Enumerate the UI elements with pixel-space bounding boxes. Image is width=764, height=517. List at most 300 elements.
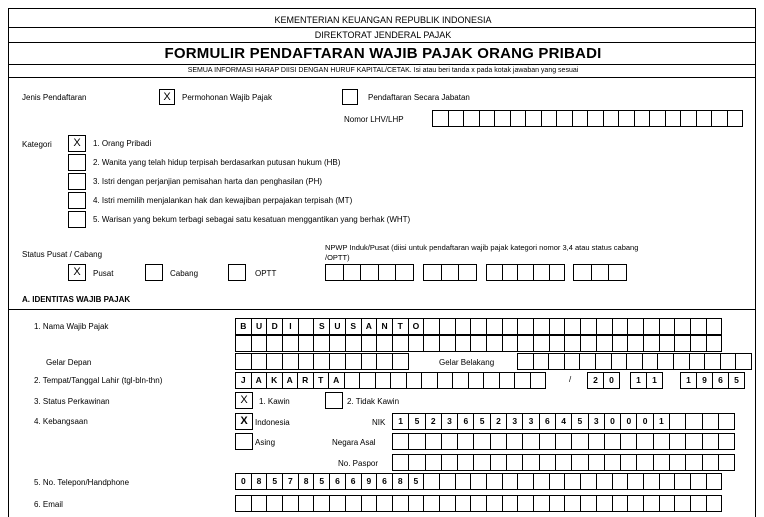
optt-label: OPTT — [255, 269, 277, 278]
char-cell: S — [345, 318, 362, 335]
char-cell — [395, 264, 414, 281]
char-cell — [580, 335, 597, 352]
char-cell — [674, 335, 691, 352]
char-cell — [564, 495, 581, 512]
char-cell — [483, 372, 500, 389]
char-cell: B — [235, 318, 252, 335]
char-cell — [313, 495, 330, 512]
indonesia-checkbox[interactable]: X — [235, 413, 253, 430]
char-cell — [653, 433, 670, 450]
char-cell — [659, 473, 676, 490]
status-pusat-label: Status Pusat / Cabang — [22, 250, 103, 259]
tanggal-input[interactable] — [587, 372, 619, 389]
char-cell — [376, 495, 393, 512]
char-cell — [643, 495, 660, 512]
char-cell — [490, 454, 507, 471]
char-cell — [425, 433, 442, 450]
char-cell — [588, 433, 605, 450]
char-cell — [643, 335, 660, 352]
char-cell — [669, 433, 686, 450]
char-cell — [517, 353, 534, 370]
char-cell: 1 — [392, 413, 409, 430]
char-cell — [490, 433, 507, 450]
pusat-label: Pusat — [93, 269, 114, 278]
nik-input[interactable] — [392, 413, 734, 430]
char-cell — [564, 335, 581, 352]
divider — [9, 42, 755, 43]
char-cell — [580, 318, 597, 335]
char-cell — [689, 353, 706, 370]
char-cell — [376, 353, 393, 370]
char-cell — [674, 473, 691, 490]
char-cell — [555, 433, 572, 450]
gelar-depan-input[interactable] — [235, 353, 408, 370]
char-cell: K — [266, 372, 283, 389]
char-cell — [423, 318, 440, 335]
char-cell: A — [251, 372, 268, 389]
char-cell: 9 — [696, 372, 713, 389]
form-frame — [8, 8, 756, 517]
char-cell: 1 — [630, 372, 647, 389]
form-instruction: SEMUA INFORMASI HARAP DIISI DENGAN HURUF KAPITAL/CETAK. Isi atau beri tanda x pada kotak jawaban yang sesuai — [187, 67, 579, 74]
char-cell — [329, 335, 346, 352]
char-cell — [571, 454, 588, 471]
char-cell — [549, 495, 566, 512]
kategori-option-1: 1. Orang Pribadi — [93, 139, 152, 148]
char-cell — [486, 473, 503, 490]
char-cell — [458, 264, 477, 281]
char-cell — [470, 473, 487, 490]
char-cell: 5 — [571, 413, 588, 430]
char-cell — [564, 318, 581, 335]
char-cell — [344, 372, 361, 389]
char-cell — [452, 372, 469, 389]
char-cell — [727, 110, 744, 127]
char-cell — [612, 318, 629, 335]
char-cell — [669, 454, 686, 471]
jabatan-checkbox[interactable] — [342, 89, 358, 105]
char-cell — [530, 372, 547, 389]
char-cell — [441, 454, 458, 471]
char-cell — [517, 473, 534, 490]
char-cell — [463, 110, 480, 127]
char-cell — [282, 353, 299, 370]
cabang-checkbox[interactable] — [145, 264, 163, 281]
char-cell — [486, 495, 503, 512]
char-cell — [390, 372, 407, 389]
char-cell: 9 — [361, 473, 378, 490]
char-cell — [549, 473, 566, 490]
char-cell: J — [235, 372, 252, 389]
char-cell — [392, 454, 409, 471]
char-cell: 3 — [522, 413, 539, 430]
permohonan-label: Permohonan Wajib Pajak — [182, 93, 272, 102]
char-cell — [345, 335, 362, 352]
char-cell — [392, 433, 409, 450]
form-title: FORMULIR PENDAFTARAN WAJIB PAJAK ORANG PRIBADI — [164, 45, 602, 62]
char-cell — [423, 335, 440, 352]
char-cell — [441, 264, 460, 281]
char-cell — [596, 473, 613, 490]
char-cell — [432, 110, 449, 127]
char-cell — [718, 454, 735, 471]
char-cell: 2 — [587, 372, 604, 389]
kategori-checkbox-2[interactable] — [68, 154, 86, 171]
char-cell — [680, 110, 697, 127]
char-cell — [298, 335, 315, 352]
optt-checkbox[interactable] — [228, 264, 246, 281]
char-cell — [486, 318, 503, 335]
char-cell — [408, 335, 425, 352]
kategori-checkbox-1[interactable]: X — [68, 135, 86, 152]
npwp-segment-4[interactable] — [573, 264, 626, 281]
char-cell — [548, 353, 565, 370]
char-cell — [690, 318, 707, 335]
char-cell — [718, 433, 735, 450]
char-cell — [506, 433, 523, 450]
char-cell — [549, 318, 566, 335]
char-cell: 3 — [588, 413, 605, 430]
char-cell — [423, 473, 440, 490]
char-cell — [706, 473, 723, 490]
char-cell — [604, 433, 621, 450]
ministry-heading: KEMENTERIAN KEUANGAN REPUBLIK INDONESIA — [274, 15, 492, 25]
no-paspor-input[interactable] — [392, 454, 734, 471]
char-cell — [620, 433, 637, 450]
npwp-segment-3[interactable] — [486, 264, 564, 281]
pusat-checkbox[interactable]: X — [68, 264, 86, 281]
char-cell — [541, 110, 558, 127]
status-perkawinan-label: 3. Status Perkawinan — [34, 397, 110, 406]
char-cell: 0 — [636, 413, 653, 430]
char-cell — [343, 264, 362, 281]
no-paspor-label: No. Paspor — [338, 459, 379, 468]
char-cell — [251, 335, 268, 352]
char-cell — [502, 264, 519, 281]
char-cell — [479, 110, 496, 127]
char-cell — [685, 413, 702, 430]
char-cell: A — [361, 318, 378, 335]
char-cell — [506, 454, 523, 471]
char-cell — [408, 495, 425, 512]
telepon-input[interactable] — [235, 473, 721, 490]
char-cell — [359, 372, 376, 389]
char-cell — [392, 335, 409, 352]
char-cell — [690, 473, 707, 490]
char-cell — [659, 335, 676, 352]
gelar-depan-label: Gelar Depan — [46, 358, 92, 367]
kebangsaan-label: 4. Kebangsaan — [34, 417, 88, 426]
jabatan-label: Pendaftaran Secara Jabatan — [368, 93, 470, 102]
lhv-input[interactable] — [432, 110, 742, 127]
char-cell — [555, 454, 572, 471]
char-cell: 2 — [490, 413, 507, 430]
char-cell — [659, 495, 676, 512]
char-cell — [533, 495, 550, 512]
char-cell — [470, 335, 487, 352]
char-cell: 6 — [329, 473, 346, 490]
char-cell — [620, 454, 637, 471]
char-cell — [455, 495, 472, 512]
char-cell: 0 — [603, 372, 620, 389]
char-cell: 5 — [728, 372, 745, 389]
char-cell — [361, 353, 378, 370]
kategori-checkbox-5[interactable] — [68, 211, 86, 228]
section-a-title: A. IDENTITAS WAJIB PAJAK — [22, 295, 131, 304]
char-cell — [627, 473, 644, 490]
char-cell: 5 — [408, 413, 425, 430]
char-cell — [618, 110, 635, 127]
negara-asal-input[interactable] — [392, 433, 734, 450]
char-cell: 2 — [425, 413, 442, 430]
char-cell — [376, 335, 393, 352]
char-cell — [702, 433, 719, 450]
negara-asal-label: Negara Asal — [332, 438, 376, 447]
telepon-label: 5. No. Telepon/Handphone — [34, 478, 130, 487]
lhv-label: Nomor LHV/LHP — [344, 115, 404, 124]
char-cell — [642, 353, 659, 370]
char-cell — [517, 264, 534, 281]
char-cell — [591, 264, 610, 281]
char-cell — [627, 318, 644, 335]
divider — [9, 77, 755, 78]
char-cell — [711, 110, 728, 127]
char-cell — [564, 353, 581, 370]
npwp-segment-1[interactable] — [325, 264, 413, 281]
char-cell — [421, 372, 438, 389]
char-cell — [533, 353, 550, 370]
kategori-option-5: 5. Warisan yang bekum terbagi sebagai satu kesatuan menggantikan yang berhak (WHT) — [93, 215, 411, 224]
char-cell: T — [313, 372, 330, 389]
char-cell — [604, 454, 621, 471]
npwp-note: NPWP Induk/Pusat (diisi untuk pendaftaran wajib pajak kategori nomor 3,4 atau status cabang /OPTT) — [325, 243, 639, 262]
bulan-input[interactable] — [630, 372, 662, 389]
char-cell: N — [376, 318, 393, 335]
char-cell — [636, 454, 653, 471]
email-input[interactable] — [235, 495, 721, 512]
char-cell — [499, 372, 516, 389]
char-cell — [580, 473, 597, 490]
char-cell — [706, 318, 723, 335]
char-cell — [564, 473, 581, 490]
char-cell — [612, 495, 629, 512]
char-cell — [325, 264, 344, 281]
kategori-checkbox-3[interactable] — [68, 173, 86, 190]
char-cell — [313, 353, 330, 370]
char-cell: O — [408, 318, 425, 335]
char-cell — [470, 318, 487, 335]
char-cell: 0 — [620, 413, 637, 430]
char-cell — [298, 353, 315, 370]
char-cell — [486, 335, 503, 352]
char-cell — [643, 318, 660, 335]
char-cell — [457, 454, 474, 471]
char-cell: 3 — [441, 413, 458, 430]
char-cell — [533, 318, 550, 335]
char-cell — [510, 110, 527, 127]
char-cell — [720, 353, 737, 370]
char-cell — [612, 335, 629, 352]
char-cell — [674, 495, 691, 512]
gelar-belakang-input[interactable] — [517, 353, 751, 370]
char-cell — [643, 473, 660, 490]
char-cell — [636, 433, 653, 450]
char-cell — [706, 335, 723, 352]
char-cell: 5 — [266, 473, 283, 490]
char-cell — [470, 495, 487, 512]
char-cell — [690, 495, 707, 512]
char-cell — [378, 264, 397, 281]
nama-input-row1[interactable] — [235, 318, 721, 335]
char-cell: 5 — [473, 413, 490, 430]
char-cell — [282, 335, 299, 352]
char-cell — [266, 495, 283, 512]
kawin-label: 1. Kawin — [259, 397, 290, 406]
char-cell — [441, 433, 458, 450]
kawin-checkbox[interactable]: X — [235, 392, 253, 409]
char-cell: 6 — [376, 473, 393, 490]
char-cell — [612, 473, 629, 490]
kategori-checkbox-4[interactable] — [68, 192, 86, 209]
char-cell: 6 — [539, 413, 556, 430]
char-cell — [571, 433, 588, 450]
char-cell: 8 — [392, 473, 409, 490]
char-cell — [549, 264, 566, 281]
char-cell — [556, 110, 573, 127]
char-cell: 1 — [680, 372, 697, 389]
char-cell — [473, 454, 490, 471]
char-cell — [573, 264, 592, 281]
char-cell — [608, 264, 627, 281]
char-cell — [361, 495, 378, 512]
char-cell — [685, 454, 702, 471]
nama-label: 1. Nama Wajib Pajak — [34, 322, 109, 331]
nama-input-row2[interactable] — [235, 335, 721, 352]
char-cell — [704, 353, 721, 370]
char-cell — [522, 433, 539, 450]
nik-label: NIK — [372, 418, 386, 427]
ttl-label: 2. Tempat/Tanggal Lahir (tgl-bln-thn) — [34, 376, 163, 385]
char-cell: A — [328, 372, 345, 389]
char-cell — [539, 454, 556, 471]
char-cell — [473, 433, 490, 450]
char-cell — [517, 495, 534, 512]
char-cell — [702, 413, 719, 430]
char-cell — [235, 353, 252, 370]
permohonan-checkbox[interactable]: X — [159, 89, 175, 105]
tidak-kawin-checkbox[interactable] — [325, 392, 343, 409]
char-cell — [298, 318, 315, 335]
char-cell — [706, 495, 723, 512]
char-cell: 3 — [506, 413, 523, 430]
char-cell: 5 — [408, 473, 425, 490]
char-cell — [251, 353, 268, 370]
divider — [9, 64, 755, 65]
char-cell — [522, 454, 539, 471]
char-cell: 1 — [646, 372, 663, 389]
char-cell: 8 — [298, 473, 315, 490]
char-cell — [595, 353, 612, 370]
char-cell: S — [313, 318, 330, 335]
asing-checkbox[interactable] — [235, 433, 253, 450]
char-cell — [486, 264, 503, 281]
tempat-lahir-input[interactable] — [235, 372, 545, 389]
char-cell — [375, 372, 392, 389]
char-cell — [580, 495, 597, 512]
char-cell — [596, 495, 613, 512]
kategori-option-2: 2. Wanita yang telah hidup terpisah berdasarkan putusan hukum (HB) — [93, 158, 341, 167]
char-cell — [517, 335, 534, 352]
char-cell: 8 — [251, 473, 268, 490]
kategori-option-3: 3. Istri dengan perjanjian pemisahan harta dan penghasilan (PH) — [93, 177, 323, 186]
char-cell — [690, 335, 707, 352]
char-cell — [298, 495, 315, 512]
char-cell: 0 — [235, 473, 252, 490]
char-cell: D — [266, 318, 283, 335]
char-cell: R — [297, 372, 314, 389]
npwp-segment-2[interactable] — [423, 264, 476, 281]
char-cell: U — [251, 318, 268, 335]
char-cell — [525, 110, 542, 127]
char-cell — [502, 318, 519, 335]
char-cell — [235, 495, 252, 512]
char-cell — [266, 335, 283, 352]
char-cell — [423, 264, 442, 281]
tahun-input[interactable] — [680, 372, 744, 389]
char-cell — [539, 433, 556, 450]
char-cell — [408, 433, 425, 450]
directorate-heading: DIREKTORAT JENDERAL PAJAK — [314, 30, 452, 40]
char-cell — [665, 110, 682, 127]
jenis-label: Jenis Pendaftaran — [22, 93, 87, 102]
char-cell — [360, 264, 379, 281]
char-cell — [423, 495, 440, 512]
char-cell — [572, 110, 589, 127]
char-cell — [514, 372, 531, 389]
kategori-label: Kategori — [22, 140, 52, 149]
char-cell — [653, 454, 670, 471]
char-cell — [439, 473, 456, 490]
divider — [9, 309, 755, 310]
char-cell — [657, 353, 674, 370]
char-cell: 6 — [457, 413, 474, 430]
char-cell: 7 — [282, 473, 299, 490]
asing-label: Asing — [255, 438, 276, 447]
char-cell — [502, 335, 519, 352]
char-cell — [329, 353, 346, 370]
char-cell — [345, 495, 362, 512]
char-cell — [494, 110, 511, 127]
char-cell — [439, 318, 456, 335]
char-cell — [406, 372, 423, 389]
char-cell — [313, 335, 330, 352]
char-cell — [649, 110, 666, 127]
char-cell — [659, 318, 676, 335]
char-cell — [392, 353, 409, 370]
char-cell — [626, 353, 643, 370]
char-cell — [549, 335, 566, 352]
char-cell — [502, 495, 519, 512]
char-cell: U — [329, 318, 346, 335]
char-cell — [611, 353, 628, 370]
char-cell — [455, 335, 472, 352]
char-cell — [685, 433, 702, 450]
cabang-label: Cabang — [170, 269, 199, 278]
char-cell — [266, 353, 283, 370]
char-cell — [408, 454, 425, 471]
char-cell: T — [392, 318, 409, 335]
char-cell — [392, 495, 409, 512]
